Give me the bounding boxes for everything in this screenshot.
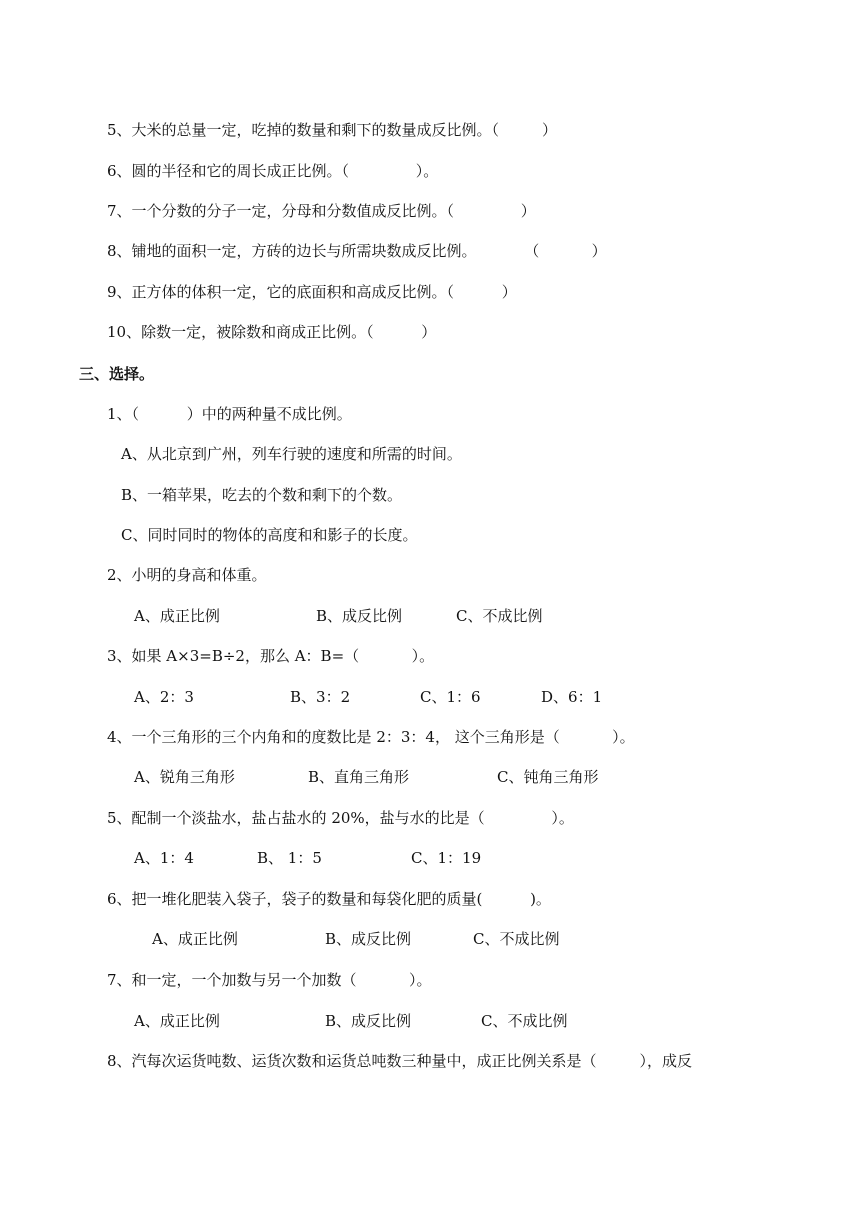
question-2-option-b: B、成反比例 (316, 607, 403, 625)
question-1-stem: 1、（ ）中的两种量不成比例。 (107, 405, 352, 423)
question-2-stem: 2、小明的身高和体重。 (107, 566, 267, 584)
question-5-option-a: A、1：4 (134, 849, 194, 867)
question-4-option-a: A、锐角三角形 (134, 768, 235, 786)
question-7-option-b: B、成反比例 (325, 1012, 412, 1030)
judgment-item-6: 6、圆的半径和它的周长成正比例。（ ）。 (107, 162, 439, 180)
section-title-choice: 三、选择。 (79, 365, 155, 383)
question-1-option-b: B、一箱苹果，吃去的个数和剩下的个数。 (121, 486, 403, 504)
question-5-stem: 5、配制一个淡盐水，盐占盐水的 20%，盐与水的比是（ ）。 (107, 809, 574, 827)
question-7-stem: 7、和一定，一个加数与另一个加数（ ）。 (107, 971, 432, 989)
question-8-stem: 8、汽每次运货吨数、运货次数和运货总吨数三种量中，成正比例关系是（ ），成反 (107, 1052, 692, 1070)
judgment-item-8: 8、铺地的面积一定，方砖的边长与所需块数成反比例。 （ ） (107, 242, 607, 260)
question-2-option-a: A、成正比例 (134, 607, 220, 625)
judgment-item-5: 5、大米的总量一定，吃掉的数量和剩下的数量成反比例。（ ） (107, 121, 557, 139)
question-4-stem: 4、一个三角形的三个内角和的度数比是 2：3：4， 这个三角形是（ ）。 (107, 728, 635, 746)
question-3-option-c: C、1：6 (420, 688, 481, 706)
question-2-option-c: C、不成比例 (456, 607, 543, 625)
question-3-option-b: B、3：2 (290, 688, 351, 706)
question-5-option-b: B、 1：5 (257, 849, 322, 867)
question-4-option-c: C、钝角三角形 (497, 768, 599, 786)
question-6-option-b: B、成反比例 (325, 930, 412, 948)
question-5-option-c: C、1：19 (411, 849, 482, 867)
question-6-option-a: A、成正比例 (152, 930, 238, 948)
judgment-item-9: 9、正方体的体积一定，它的底面积和高成反比例。（ ） (107, 283, 517, 301)
question-7-option-a: A、成正比例 (134, 1012, 220, 1030)
question-6-option-c: C、不成比例 (473, 930, 560, 948)
judgment-item-7: 7、一个分数的分子一定，分母和分数值成反比例。（ ） (107, 202, 536, 220)
question-1-option-a: A、从北京到广州，列车行驶的速度和所需的时间。 (121, 445, 462, 463)
judgment-item-10: 10、除数一定，被除数和商成正比例。（ ） (107, 323, 437, 341)
question-1-option-c: C、同时同时的物体的高度和和影子的长度。 (121, 526, 418, 544)
question-6-stem: 6、把一堆化肥装入袋子，袋子的数量和每袋化肥的质量( )。 (107, 890, 551, 908)
question-3-option-d: D、6：1 (541, 688, 603, 706)
question-3-option-a: A、2：3 (134, 688, 194, 706)
question-7-option-c: C、不成比例 (481, 1012, 568, 1030)
question-3-stem: 3、如果 A×3=B÷2，那么 A：B=（ ）。 (107, 647, 435, 665)
question-4-option-b: B、直角三角形 (308, 768, 410, 786)
